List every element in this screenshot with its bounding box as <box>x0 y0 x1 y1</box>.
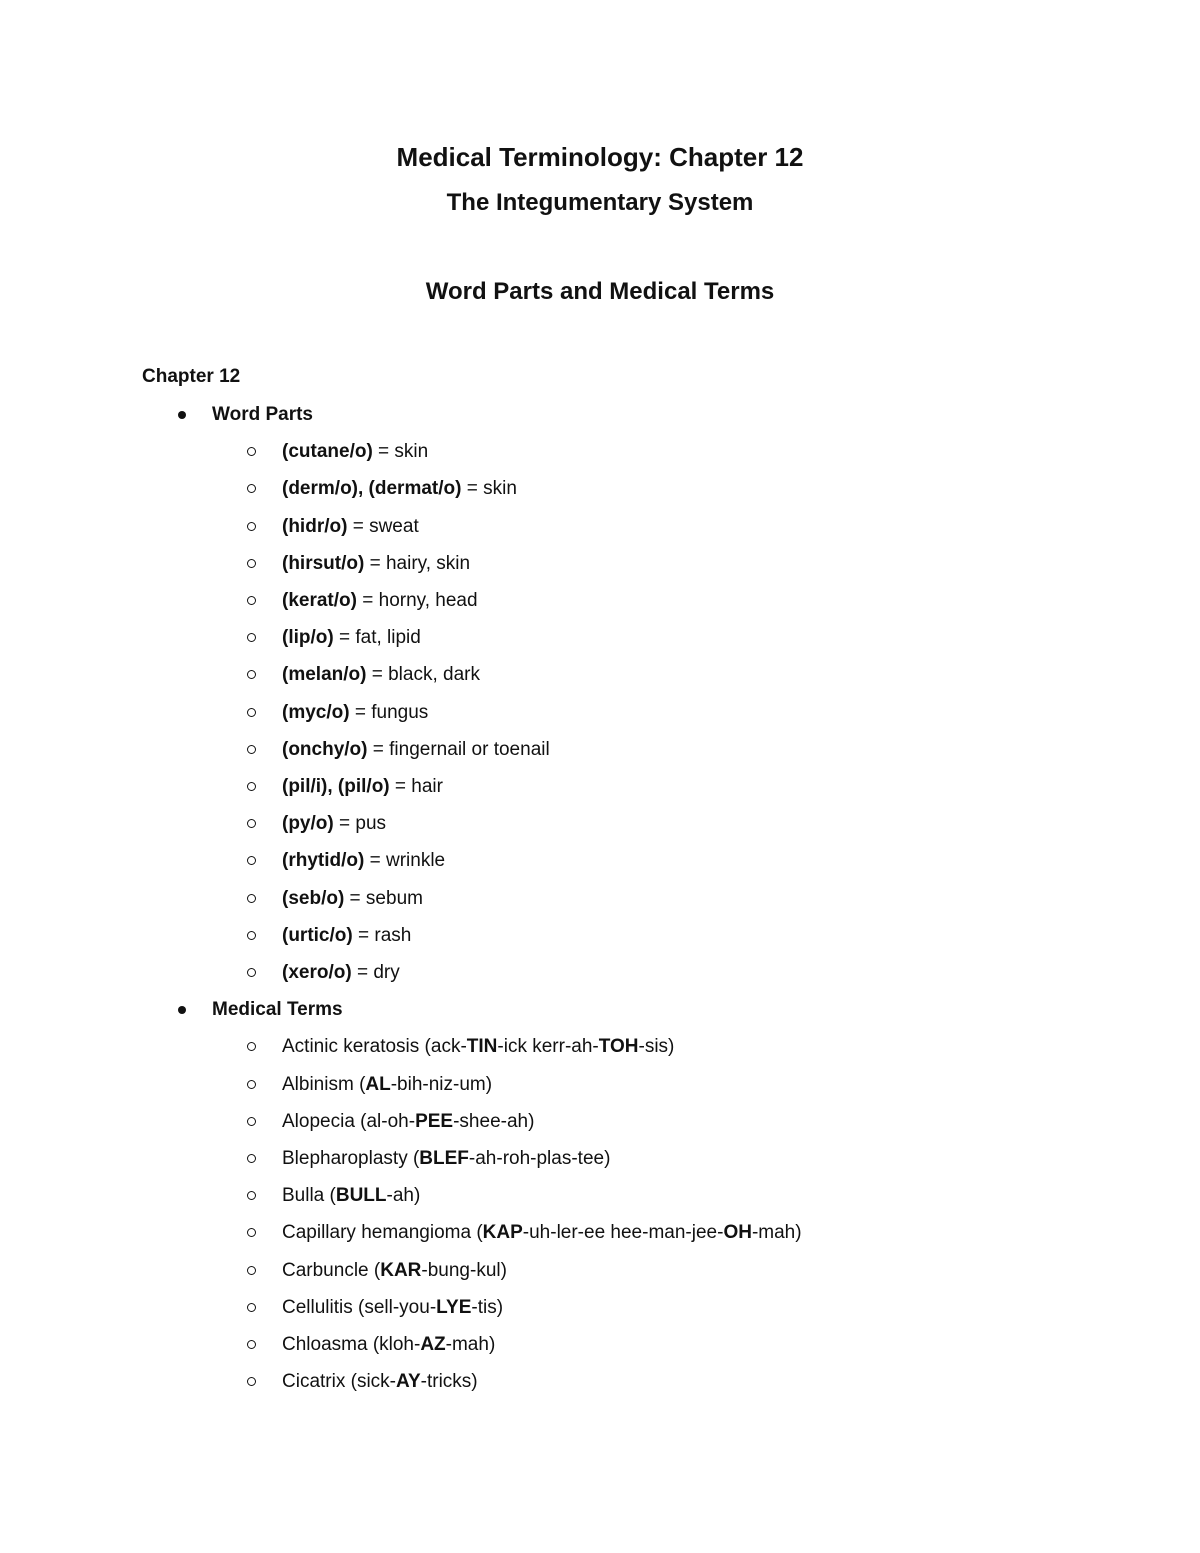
circle-bullet-icon <box>247 633 256 642</box>
list-item-text <box>282 1182 420 1210</box>
bold-text-segment: KAP <box>482 1222 523 1244</box>
text-segment: = skin <box>461 478 517 500</box>
text-segment: Chloasma (kloh- <box>282 1334 421 1355</box>
circle-bullet-icon <box>247 1340 256 1349</box>
text-segment: = sweat <box>347 515 419 537</box>
bold-text-segment: AL <box>365 1073 391 1095</box>
list-item-text <box>282 847 445 875</box>
text-segment: Carbuncle ( <box>282 1259 381 1281</box>
list-item-text <box>282 1071 492 1099</box>
bold-text-segment: (rhytid/o) <box>282 850 365 872</box>
page-subtitle: The Integumentary System <box>446 189 754 216</box>
text-segment: Alopecia (al-oh- <box>282 1110 416 1132</box>
text-segment: -bung-kul) <box>421 1259 507 1281</box>
list-item-text <box>282 1033 674 1061</box>
list-item-text <box>282 959 400 987</box>
circle-bullet-icon <box>247 968 256 977</box>
text-segment: = fingernail or toenail <box>367 738 550 760</box>
text-segment: = fungus <box>349 701 429 723</box>
page-title: Medical Terminology: Chapter 12 <box>396 142 804 172</box>
list-item-text <box>282 699 428 727</box>
bold-text-segment: (melan/o) <box>282 664 367 686</box>
list-item-text <box>282 587 478 615</box>
list-item-text <box>282 810 386 838</box>
bold-text-segment: (xero/o) <box>282 962 352 983</box>
circle-bullet-icon <box>247 1154 256 1163</box>
text-segment: = dry <box>351 962 400 983</box>
circle-bullet-icon <box>247 1117 256 1126</box>
circle-bullet-icon <box>247 1377 256 1386</box>
text-segment: = horny, head <box>356 590 478 611</box>
text-segment: = hairy, skin <box>364 552 471 574</box>
text-segment: -ah) <box>386 1185 421 1207</box>
text-segment: Capillary hemangioma ( <box>282 1222 483 1244</box>
bold-text-segment: AZ <box>420 1334 446 1355</box>
text-segment: Cellulitis (sell-you- <box>282 1296 437 1318</box>
section-label: Medical Terms <box>212 999 343 1021</box>
list-item-text <box>282 773 443 801</box>
text-segment: Cicatrix (sick- <box>282 1371 396 1393</box>
bold-text-segment: (cutane/o) <box>282 441 373 463</box>
list-item-text <box>282 1331 495 1359</box>
list-item-text <box>282 624 421 652</box>
circle-bullet-icon <box>247 856 256 865</box>
section-title: Word Parts and Medical Terms <box>425 278 775 305</box>
list-item-text <box>282 438 428 466</box>
bold-text-segment: (hidr/o) <box>282 515 348 537</box>
section-label: Word Parts <box>212 404 314 425</box>
bold-text-segment: (lip/o) <box>282 627 334 649</box>
circle-bullet-icon <box>247 1228 256 1237</box>
list-item-text <box>282 661 480 689</box>
text-segment: -ick kerr-ah- <box>497 1036 599 1058</box>
text-segment: Blepharoplasty ( <box>282 1148 420 1169</box>
bold-text-segment: (kerat/o) <box>282 590 357 611</box>
bold-text-segment: LYE <box>436 1296 472 1318</box>
circle-bullet-icon <box>247 1191 256 1200</box>
bold-text-segment: (myc/o) <box>282 701 350 723</box>
circle-bullet-icon <box>247 596 256 605</box>
circle-bullet-icon <box>247 447 256 456</box>
bold-text-segment: (seb/o) <box>282 887 345 909</box>
list-item-text <box>282 475 517 503</box>
text-segment: = pus <box>333 813 387 835</box>
list-item-text <box>282 1294 503 1322</box>
list-item-text <box>282 513 419 541</box>
circle-bullet-icon <box>247 931 256 940</box>
text-segment: -mah) <box>751 1222 802 1244</box>
circle-bullet-icon <box>247 484 256 493</box>
text-segment: -uh-ler-ee hee-man-jee- <box>522 1222 724 1244</box>
circle-bullet-icon <box>247 670 256 679</box>
bullet-icon <box>178 411 186 419</box>
list-item-text <box>282 1145 610 1173</box>
circle-bullet-icon <box>247 1266 256 1275</box>
text-segment: Actinic keratosis (ack- <box>282 1036 467 1058</box>
text-segment: = black, dark <box>366 664 480 686</box>
text-segment: Albinism ( <box>282 1073 366 1095</box>
circle-bullet-icon <box>247 522 256 531</box>
bold-text-segment: (hirsut/o) <box>282 552 365 574</box>
circle-bullet-icon <box>247 708 256 717</box>
list-item-text <box>282 550 470 578</box>
bold-text-segment: TOH <box>598 1036 639 1058</box>
circle-bullet-icon <box>247 745 256 754</box>
text-segment: = fat, lipid <box>333 627 421 649</box>
text-segment: = wrinkle <box>364 850 446 872</box>
text-segment: = skin <box>372 441 429 463</box>
text-segment: -mah) <box>445 1334 496 1355</box>
text-segment: -shee-ah) <box>453 1110 535 1132</box>
text-segment: -ah-roh-plas-tee) <box>468 1148 611 1169</box>
text-segment: = hair <box>389 776 443 797</box>
circle-bullet-icon <box>247 1042 256 1051</box>
bold-text-segment: (urtic/o) <box>282 924 353 946</box>
bold-text-segment: OH <box>723 1222 752 1244</box>
list-item-text <box>282 736 550 764</box>
bold-text-segment: BLEF <box>419 1148 469 1169</box>
list-item-text <box>282 885 423 913</box>
bold-text-segment: BULL <box>335 1185 387 1207</box>
bold-text-segment: (onchy/o) <box>282 738 368 760</box>
bold-text-segment: (py/o) <box>282 813 334 835</box>
bold-text-segment: KAR <box>380 1259 422 1281</box>
bold-text-segment: PEE <box>415 1110 454 1132</box>
list-item-text <box>282 1368 478 1396</box>
bold-text-segment: (derm/o), (dermat/o) <box>282 478 462 500</box>
circle-bullet-icon <box>247 1303 256 1312</box>
circle-bullet-icon <box>247 782 256 791</box>
circle-bullet-icon <box>247 559 256 568</box>
text-segment: = rash <box>352 924 412 946</box>
bold-text-segment: AY <box>396 1371 421 1393</box>
circle-bullet-icon <box>247 819 256 828</box>
list-item-text <box>282 1219 802 1247</box>
list-item-text <box>282 1257 507 1285</box>
text-segment: Bulla ( <box>282 1185 336 1207</box>
list-item-text <box>282 1108 534 1136</box>
text-segment: -tis) <box>471 1296 504 1318</box>
text-segment: -tricks) <box>420 1371 478 1393</box>
circle-bullet-icon <box>247 1080 256 1089</box>
bold-text-segment: TIN <box>466 1036 498 1058</box>
list-item-text <box>282 922 411 950</box>
text-segment: -bih-niz-um) <box>390 1073 493 1095</box>
text-segment: -sis) <box>638 1036 675 1058</box>
chapter-label: Chapter 12 <box>142 366 241 387</box>
bold-text-segment: (pil/i), (pil/o) <box>282 776 390 797</box>
bullet-icon <box>178 1006 186 1014</box>
text-segment: = sebum <box>344 887 423 909</box>
circle-bullet-icon <box>247 894 256 903</box>
